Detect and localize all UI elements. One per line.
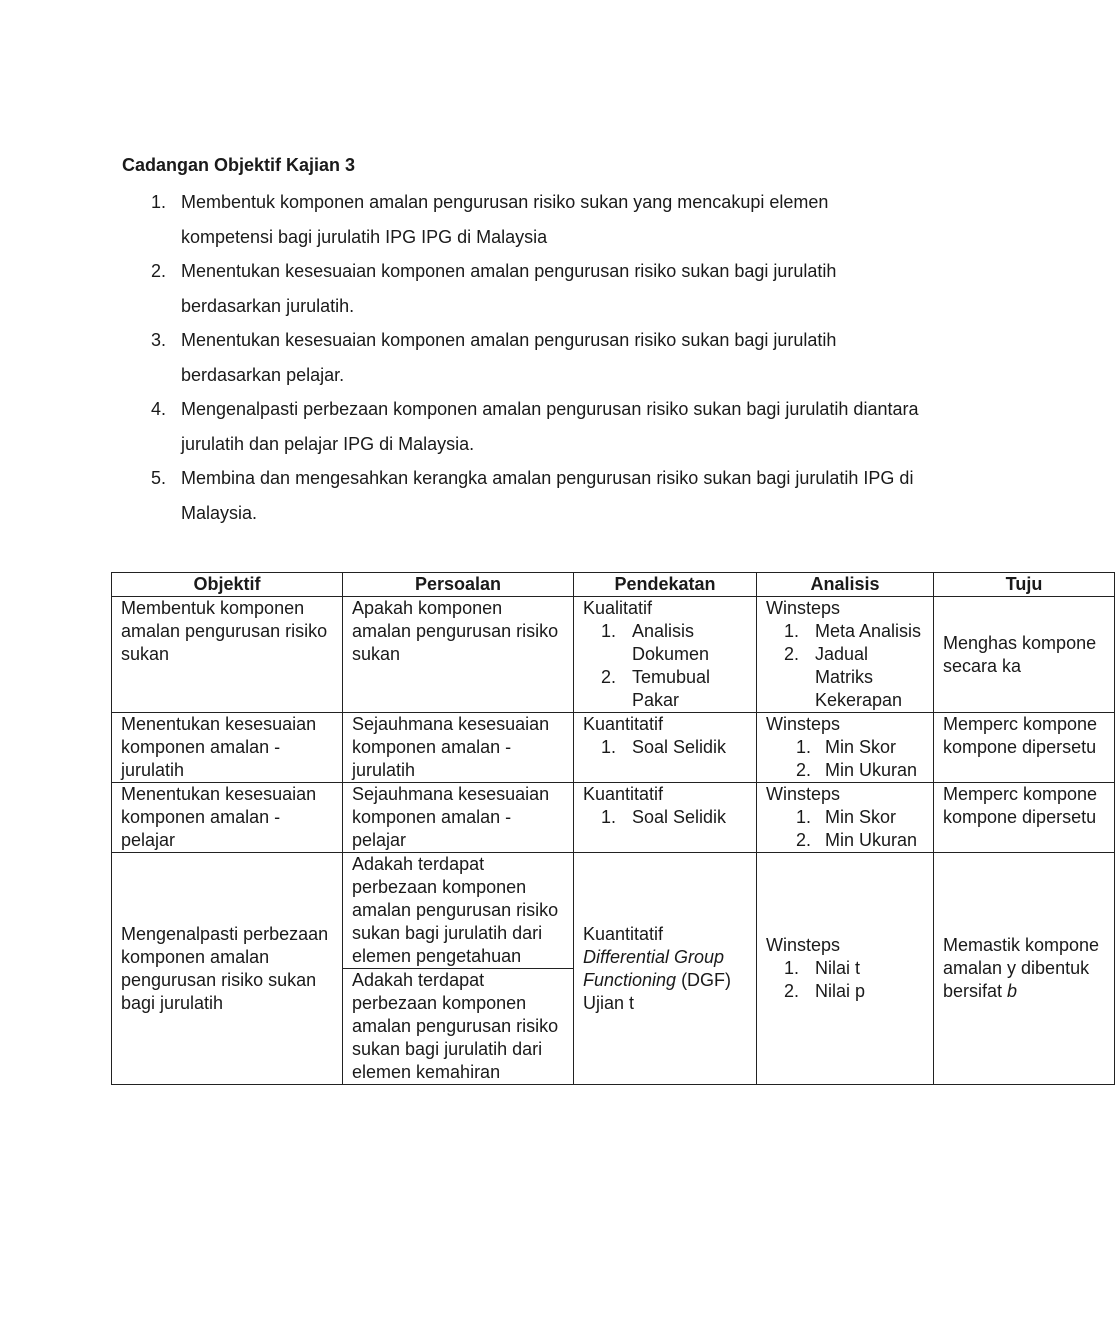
research-table [111, 572, 1115, 1085]
approach-list [583, 736, 747, 759]
analysis-list [766, 806, 924, 852]
list-item-text: Analisis Dokumen [632, 621, 710, 664]
approach-method-suffix: (DGF) [676, 969, 732, 990]
cell-pendekatan [574, 597, 757, 713]
cell-objektif: Menentukan kesesuaian komponen amalan - pelajar [112, 783, 343, 853]
list-item-text: Min Skor [825, 737, 897, 757]
list-item-text: Temubual Pakar [632, 667, 711, 710]
tujuan-text: Memastik kompone amalan y dibentuk bersifat [943, 935, 1100, 1001]
analysis-tool: Winsteps [766, 784, 841, 804]
list-item-number: 5. [151, 468, 167, 488]
list-item-text: Min Ukuran [825, 830, 918, 850]
table-row [112, 853, 1115, 969]
approach-list [583, 620, 747, 712]
cell-persoalan: Sejauhmana kesesuaian komponen amalan - jurulatih [343, 713, 574, 783]
list-item-number: 2. [796, 760, 812, 780]
cell-tujuan [934, 853, 1115, 1085]
analysis-tool: Winsteps [766, 598, 841, 618]
list-item [766, 643, 924, 712]
list-item-text: Membentuk komponen amalan pengurusan risiko sukan yang mencakupi elemen kompetensi bagi jurulatih IPG IPG di Malaysia [181, 192, 829, 247]
approach-type: Kualitatif [583, 598, 653, 618]
analysis-tool: Winsteps [766, 714, 841, 734]
cell-tujuan: Memperc kompone kompone dipersetu [934, 713, 1115, 783]
cell-pendekatan [574, 853, 757, 1085]
column-header-objektif: Objektif [112, 573, 343, 597]
approach-type: Kuantitatif [583, 714, 664, 734]
list-item [122, 185, 922, 254]
list-item-number: 1. [784, 958, 800, 978]
list-item-number: 1. [601, 621, 617, 641]
list-item-number: 1. [601, 807, 617, 827]
table-row [112, 783, 1115, 853]
cell-analisis [757, 713, 934, 783]
list-item-text: Membina dan mengesahkan kerangka amalan pengurusan risiko sukan bagi jurulatih IPG di Malaysia. [181, 468, 914, 523]
cell-persoalan: Adakah terdapat perbezaan komponen amalan pengurusan risiko sukan bagi jurulatih dari elemen kemahiran [343, 969, 574, 1085]
cell-pendekatan [574, 713, 757, 783]
cell-persoalan: Adakah terdapat perbezaan komponen amalan pengurusan risiko sukan bagi jurulatih dari elemen pengetahuan [343, 853, 574, 969]
list-item-number: 1. [601, 737, 617, 757]
list-item-number: 2. [796, 830, 812, 850]
column-header-tujuan: Tuju [934, 573, 1115, 597]
cell-objektif: Mengenalpasti perbezaan komponen amalan pengurusan risiko sukan bagi jurulatih [112, 853, 343, 1085]
analysis-list [766, 957, 924, 1003]
list-item-number: 1. [796, 807, 812, 827]
list-item [766, 980, 924, 1003]
list-item-number: 1. [784, 621, 800, 641]
list-item-text: Min Ukuran [825, 760, 918, 780]
research-table-wrapper [111, 572, 1100, 1085]
list-item-number: 2. [601, 667, 617, 687]
list-item [583, 736, 747, 759]
list-item-number: 1. [151, 192, 167, 212]
table-header-row [112, 573, 1115, 597]
list-item [122, 461, 922, 530]
list-item-number: 4. [151, 399, 167, 419]
tujuan-italic: b [1007, 981, 1018, 1001]
list-item [122, 392, 922, 461]
list-item [766, 829, 924, 852]
list-item-number: 3. [151, 330, 167, 350]
section-heading: Cadangan Objektif Kajian 3 [122, 155, 356, 175]
approach-test: Ujian t [583, 992, 635, 1013]
list-item [766, 736, 924, 759]
list-item-text: Soal Selidik [632, 737, 727, 757]
cell-persoalan: Apakah komponen amalan pengurusan risiko sukan [343, 597, 574, 713]
column-header-analisis: Analisis [757, 573, 934, 597]
list-item-text: Nilai t [815, 958, 861, 978]
approach-list [583, 806, 747, 829]
list-item-text: Nilai p [815, 981, 866, 1001]
table-row [112, 597, 1115, 713]
approach-type: Kuantitatif [583, 923, 664, 944]
cell-tujuan: Menghas kompone secara ka [934, 597, 1115, 713]
list-item-text: Soal Selidik [632, 807, 727, 827]
column-header-pendekatan: Pendekatan [574, 573, 757, 597]
list-item-text: Jadual Matriks Kekerapan [815, 644, 903, 710]
list-item [122, 254, 922, 323]
list-item [122, 323, 922, 392]
analysis-list [766, 736, 924, 782]
list-item [766, 620, 924, 643]
list-item-text: Menentukan kesesuaian komponen amalan pengurusan risiko sukan bagi jurulatih berdasarkan pelajar. [181, 330, 837, 385]
list-item-text: Meta Analisis [815, 621, 922, 641]
list-item [766, 759, 924, 782]
cell-objektif: Menentukan kesesuaian komponen amalan - jurulatih [112, 713, 343, 783]
objectives-list [122, 185, 922, 530]
list-item-number: 2. [784, 981, 800, 1001]
analysis-tool: Winsteps [766, 935, 841, 955]
analysis-list [766, 620, 924, 712]
cell-analisis [757, 597, 934, 713]
cell-tujuan: Memperc kompone kompone dipersetu [934, 783, 1115, 853]
cell-objektif: Membentuk komponen amalan pengurusan risiko sukan [112, 597, 343, 713]
cell-persoalan: Sejauhmana kesesuaian komponen amalan - pelajar [343, 783, 574, 853]
approach-type: Kuantitatif [583, 784, 664, 804]
list-item [583, 620, 747, 666]
cell-analisis [757, 853, 934, 1085]
list-item [583, 806, 747, 829]
list-item-number: 2. [784, 644, 800, 664]
list-item-number: 1. [796, 737, 812, 757]
cell-analisis [757, 783, 934, 853]
list-item [766, 806, 924, 829]
approach-method [583, 946, 747, 992]
list-item [583, 666, 747, 712]
list-item-number: 2. [151, 261, 167, 281]
list-item-text: Mengenalpasti perbezaan komponen amalan pengurusan risiko sukan bagi jurulatih diantara jurulatih dan pelajar IPG di Malaysia. [181, 399, 919, 454]
table-row [112, 713, 1115, 783]
list-item-text: Min Skor [825, 807, 897, 827]
cell-pendekatan [574, 783, 757, 853]
list-item-text: Menentukan kesesuaian komponen amalan pengurusan risiko sukan bagi jurulatih berdasarkan jurulatih. [181, 261, 837, 316]
approach-method-italic: Differential Group Functioning [583, 946, 725, 990]
list-item [766, 957, 924, 980]
column-header-persoalan: Persoalan [343, 573, 574, 597]
